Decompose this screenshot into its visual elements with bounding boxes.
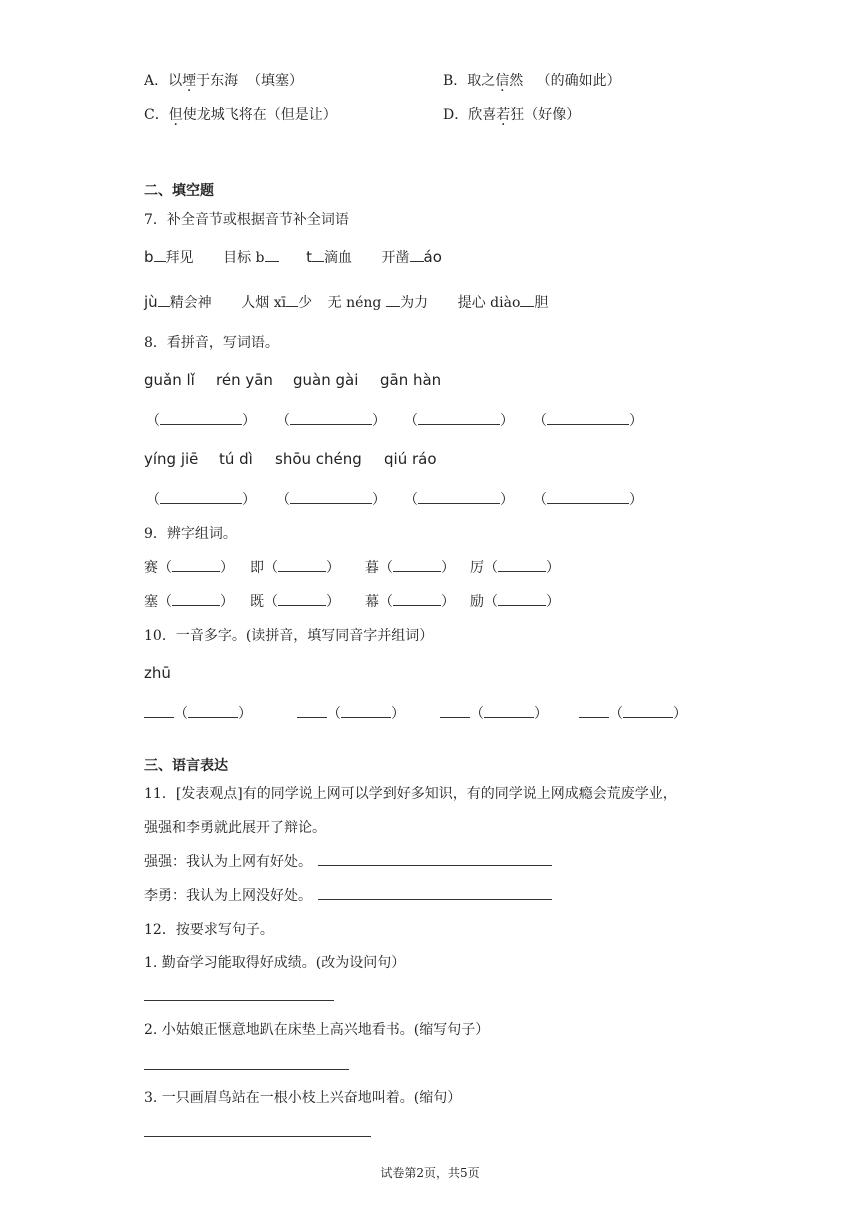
paren-close: ）: [242, 413, 256, 429]
word-fragment: 少: [298, 295, 313, 311]
paren-close: ）: [238, 706, 252, 722]
pinyin-fragment: áo: [423, 248, 442, 266]
answer-paren[interactable]: [404, 410, 514, 430]
question-title: 8．看拼音，写词语。: [144, 335, 279, 351]
sentence-prompt: 3. 一只画眉鸟站在一根小枝上兴奋地叫着。(缩句）: [144, 1090, 462, 1106]
answer-paren[interactable]: [533, 410, 643, 430]
option-text: 使龙城飞将在（但是让）: [182, 107, 337, 123]
paren-open: （: [158, 594, 172, 610]
question-title: 10．一音多字。(读拼音，填写同音字并组词）: [144, 628, 434, 644]
char-item[interactable]: [470, 557, 560, 577]
paren-close: ）: [326, 560, 340, 576]
paren-close: ）: [441, 560, 455, 576]
homophone-item[interactable]: [144, 703, 252, 723]
question-title: 9．辨字组词。: [144, 526, 237, 542]
paren-open: （: [484, 594, 498, 610]
paren-open: （: [174, 706, 188, 722]
word-fragment: 精会神: [169, 295, 212, 311]
option-note: （填塞）: [247, 73, 304, 89]
paren-open: （: [533, 413, 547, 429]
option-text: 然: [509, 73, 524, 89]
pinyin-item: guǎn lǐ: [144, 371, 195, 389]
paren-open: （: [146, 492, 160, 508]
paren-open: （: [609, 706, 623, 722]
option-text: 欣喜: [468, 107, 497, 123]
pinyin-item: guàn gài: [293, 371, 359, 389]
answer-paren[interactable]: [146, 410, 256, 430]
paren-close: ）: [629, 413, 643, 429]
question-title: 7．补全音节或根据音节补全词语: [144, 212, 349, 228]
paren-close: ）: [220, 560, 234, 576]
char-item[interactable]: [250, 591, 340, 611]
answer-blank[interactable]: [318, 897, 552, 900]
pinyin-item: shōu chéng: [275, 450, 362, 468]
option-letter: B．: [443, 73, 468, 89]
paren-close: ）: [441, 594, 455, 610]
paren-close: ）: [326, 594, 340, 610]
paren-close: ）: [500, 492, 514, 508]
answer-paren[interactable]: [276, 489, 386, 509]
option-letter: C．: [144, 107, 169, 123]
answer-paren[interactable]: [276, 410, 386, 430]
pinyin-fragment: b: [144, 248, 154, 266]
char: 暮: [365, 560, 379, 576]
word-fragment: 为力: [400, 295, 429, 311]
section-title: 二、填空题: [144, 183, 214, 199]
emphasis-char: 但: [168, 107, 183, 123]
option-letter: D．: [443, 107, 469, 123]
answer-paren[interactable]: [146, 489, 256, 509]
paren-close: ）: [546, 560, 560, 576]
char: 励: [470, 594, 484, 610]
answer-blank[interactable]: [318, 863, 552, 866]
paren-close: ）: [372, 413, 386, 429]
answer-blank[interactable]: [312, 259, 324, 262]
char-item[interactable]: [144, 557, 234, 577]
char: 既: [250, 594, 264, 610]
paren-open: （: [484, 560, 498, 576]
pinyin-item: zhū: [144, 664, 171, 682]
paren-open: （: [264, 560, 278, 576]
emphasis-char: 若: [496, 107, 511, 123]
paren-close: ）: [534, 706, 548, 722]
paren-close: ）: [546, 594, 560, 610]
paren-open: （: [404, 492, 418, 508]
word-fragment: 拜见: [165, 250, 194, 266]
paren-open: （: [276, 492, 290, 508]
answer-line[interactable]: [144, 1136, 371, 1137]
paren-close: ）: [673, 706, 687, 722]
char: 赛: [144, 560, 158, 576]
char-item[interactable]: [365, 591, 455, 611]
word-fragment: 目标 b: [223, 250, 265, 266]
paren-open: （: [276, 413, 290, 429]
answer-blank[interactable]: [386, 304, 400, 307]
option-b: [443, 70, 621, 90]
char: 塞: [144, 594, 158, 610]
answer-blank[interactable]: [154, 259, 166, 262]
pinyin-fragment: jù: [144, 293, 158, 311]
emphasis-char: 信: [495, 73, 510, 89]
sentence-prompt: 2. 小姑娘正惬意地趴在床垫上高兴地看书。(缩写句子）: [144, 1022, 490, 1038]
answer-line[interactable]: [144, 1069, 349, 1070]
word-fragment: 胆: [534, 295, 549, 311]
q7-row2: [144, 292, 548, 312]
question-title: 12．按要求写句子。: [144, 922, 274, 938]
option-text: 狂（好像）: [510, 107, 581, 123]
page-footer: 试卷第2页，共5页: [380, 1166, 480, 1180]
option-text: 于东海: [196, 73, 239, 89]
answer-blank[interactable]: [286, 304, 298, 307]
paren-close: ）: [391, 706, 405, 722]
word-fragment: 人烟 xī: [241, 295, 287, 311]
char-item[interactable]: [250, 557, 340, 577]
question-text: 强强和李勇就此展开了辩论。: [144, 820, 326, 836]
answer-blank[interactable]: [265, 259, 279, 262]
answer-line[interactable]: [144, 1000, 334, 1001]
paren-open: （: [146, 413, 160, 429]
homophone-item[interactable]: [579, 703, 687, 723]
option-c: [144, 104, 337, 124]
answer-paren[interactable]: [533, 489, 643, 509]
char-item[interactable]: [365, 557, 455, 577]
option-text: 取之: [467, 73, 496, 89]
answer-paren[interactable]: [404, 489, 514, 509]
answer-blank[interactable]: [520, 304, 534, 307]
paren-close: ）: [629, 492, 643, 508]
pinyin-fragment: t: [306, 248, 312, 266]
pinyin-item: tú dì: [219, 450, 253, 468]
char-item[interactable]: [144, 591, 234, 611]
homophone-item[interactable]: [440, 703, 548, 723]
paren-open: （: [327, 706, 341, 722]
statement: 李勇：我认为上网没好处。: [144, 888, 312, 904]
pinyin-item: qiú ráo: [384, 450, 437, 468]
word-fragment: 提心 diào: [457, 295, 521, 311]
paren-open: （: [264, 594, 278, 610]
char: 即: [250, 560, 264, 576]
homophone-item[interactable]: [297, 703, 405, 723]
answer-line-label: [144, 885, 552, 905]
paren-open: （: [404, 413, 418, 429]
option-note: （的确如此）: [536, 73, 621, 89]
word-fragment: 滴血: [323, 250, 352, 266]
option-text: 以: [168, 73, 183, 89]
option-d: [443, 104, 580, 124]
statement: 强强：我认为上网有好处。: [144, 854, 312, 870]
paren-open: （: [470, 706, 484, 722]
pinyin-item: yíng jiē: [144, 450, 199, 468]
paren-close: ）: [220, 594, 234, 610]
answer-blank[interactable]: [410, 259, 424, 262]
word-fragment: 开凿: [381, 250, 410, 266]
q7-row1: [144, 247, 442, 267]
pinyin-item: rén yān: [216, 371, 273, 389]
answer-blank[interactable]: [158, 304, 170, 307]
option-letter: A．: [144, 73, 169, 89]
paren-close: ）: [242, 492, 256, 508]
emphasis-char: 堙: [182, 73, 197, 89]
word-fragment: 无 néng: [327, 295, 382, 311]
section-title: 三、语言表达: [144, 758, 228, 774]
paren-close: ）: [500, 413, 514, 429]
paren-open: （: [379, 560, 393, 576]
char-item[interactable]: [470, 591, 560, 611]
paren-open: （: [533, 492, 547, 508]
paren-open: （: [158, 560, 172, 576]
paren-close: ）: [372, 492, 386, 508]
paren-open: （: [379, 594, 393, 610]
char: 幕: [365, 594, 379, 610]
question-text: 11．[发表观点]有的同学说上网可以学到好多知识，有的同学说上网成瘾会荒废学业，: [144, 786, 677, 802]
option-a: [144, 70, 303, 90]
sentence-prompt: 1. 勤奋学习能取得好成绩。(改为设问句）: [144, 955, 406, 971]
pinyin-item: gān hàn: [380, 371, 442, 389]
char: 厉: [470, 560, 484, 576]
answer-line-label: [144, 851, 552, 871]
